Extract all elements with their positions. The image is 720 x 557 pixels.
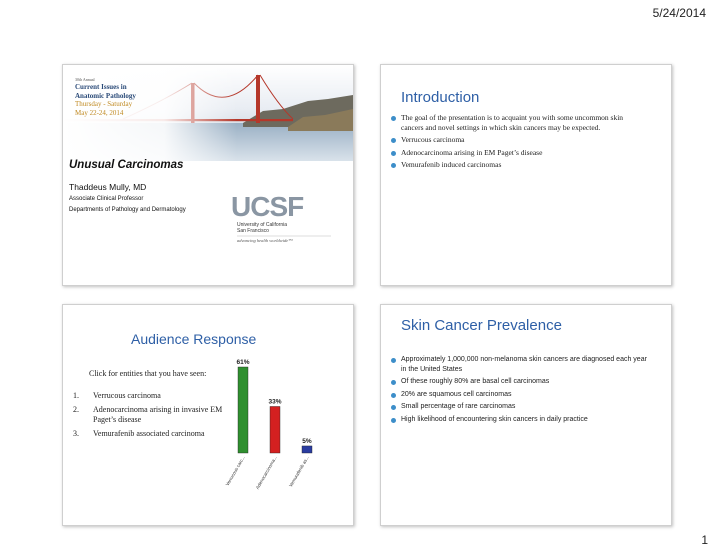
slide-audience-response xyxy=(62,304,354,526)
bullet-text: The goal of the presentation is to acquaint you with some uncommon skin cancers and novel settings in which skin cancers may be expected. xyxy=(401,113,624,132)
category-label: Adenocarcinoma... xyxy=(254,455,278,491)
bar xyxy=(270,406,280,453)
option-number: 3. xyxy=(73,429,79,438)
data-label: 61% xyxy=(236,359,250,366)
slide-heading: Skin Cancer Prevalence xyxy=(401,317,562,334)
bullet-text: Of these roughly 80% are basal cell carcinomas xyxy=(401,378,550,385)
bullet-item xyxy=(391,160,641,170)
slide-title xyxy=(62,64,354,286)
conference-title-line1: Current Issues in xyxy=(75,83,127,91)
bullet-icon xyxy=(391,116,396,121)
talk-title: Unusual Carcinomas xyxy=(69,159,184,171)
bullet-icon xyxy=(391,380,396,385)
ucsf-logo-tagline: advancing health worldwide™ xyxy=(237,238,293,243)
bullet-item xyxy=(391,390,651,400)
bullet-icon xyxy=(391,358,396,363)
bullet-list xyxy=(391,113,641,173)
option-text: Adenocarcinoma arising in invasive EM Paget’s disease xyxy=(93,405,223,424)
response-prompt: Click for entities that you have seen: xyxy=(89,369,207,378)
conference-edition: 30th Annual xyxy=(75,77,95,82)
bullet-text: Small percentage of rare carcinomas xyxy=(401,403,516,410)
bullet-text: Verrucous carcinoma xyxy=(401,135,465,144)
bullet-text: Vemurafenib induced carcinomas xyxy=(401,160,502,169)
ucsf-logo-line2: San Francisco xyxy=(237,228,269,234)
bullet-item xyxy=(391,135,641,145)
bullet-text: High likelihood of encountering skin cancers in daily practice xyxy=(401,415,588,423)
print-date: 5/24/2014 xyxy=(652,6,706,20)
slide-introduction xyxy=(380,64,672,286)
bullet-icon xyxy=(391,151,396,156)
data-label: 33% xyxy=(268,398,282,406)
bullet-text: Approximately 1,000,000 non-melanoma skin cancers are diagnosed each year in the United States xyxy=(401,356,647,373)
data-label: 5% xyxy=(302,437,312,445)
bullet-item xyxy=(391,355,651,374)
bullet-item xyxy=(391,113,641,132)
slide-heading: Audience Response xyxy=(131,331,257,347)
bullet-list xyxy=(391,355,651,427)
option-number: 2. xyxy=(73,405,79,414)
bullet-item xyxy=(391,377,651,387)
conference-title-line2: Anatomic Pathology xyxy=(75,91,136,100)
bullet-text: Adenocarcinoma arising in EM Paget’s disease xyxy=(401,147,543,157)
bullet-icon xyxy=(391,163,396,168)
category-label: Vemurafenib as... xyxy=(288,455,310,488)
option-text: Verrucous carcinoma xyxy=(93,391,161,400)
bullet-item xyxy=(391,148,641,158)
conference-days: Thursday - Saturday xyxy=(75,100,133,108)
bullet-icon xyxy=(391,405,396,410)
option-text: Vemurafenib associated carcinoma xyxy=(93,429,205,438)
response-bar-chart xyxy=(213,353,333,503)
ucsf-logo xyxy=(231,190,341,250)
conference-dates: May 22-24, 2014 xyxy=(75,108,124,117)
bullet-icon xyxy=(391,138,396,143)
slide-skin-cancer-prevalence xyxy=(380,304,672,526)
bullet-item xyxy=(391,415,651,425)
bullet-icon xyxy=(391,393,396,398)
bar xyxy=(302,446,312,453)
page-number: 1 xyxy=(701,533,708,547)
bullet-item xyxy=(391,402,651,412)
slide-heading: Introduction xyxy=(401,89,480,106)
presenter-role: Associate Clinical Professor xyxy=(69,196,144,202)
category-label: Verrucous carc... xyxy=(224,455,246,487)
option-number: 1. xyxy=(73,391,79,400)
conference-block xyxy=(75,77,136,117)
bullet-icon xyxy=(391,418,396,423)
bar xyxy=(238,367,248,453)
ucsf-logo-mark: UCSF xyxy=(231,191,304,222)
presenter-name: Thaddeus Mully, MD xyxy=(69,182,147,192)
ucsf-logo-line1: University of California xyxy=(237,222,288,228)
bullet-text: 20% are squamous cell carcinomas xyxy=(401,390,512,398)
presenter-department: Departments of Pathology and Dermatology xyxy=(69,207,186,213)
